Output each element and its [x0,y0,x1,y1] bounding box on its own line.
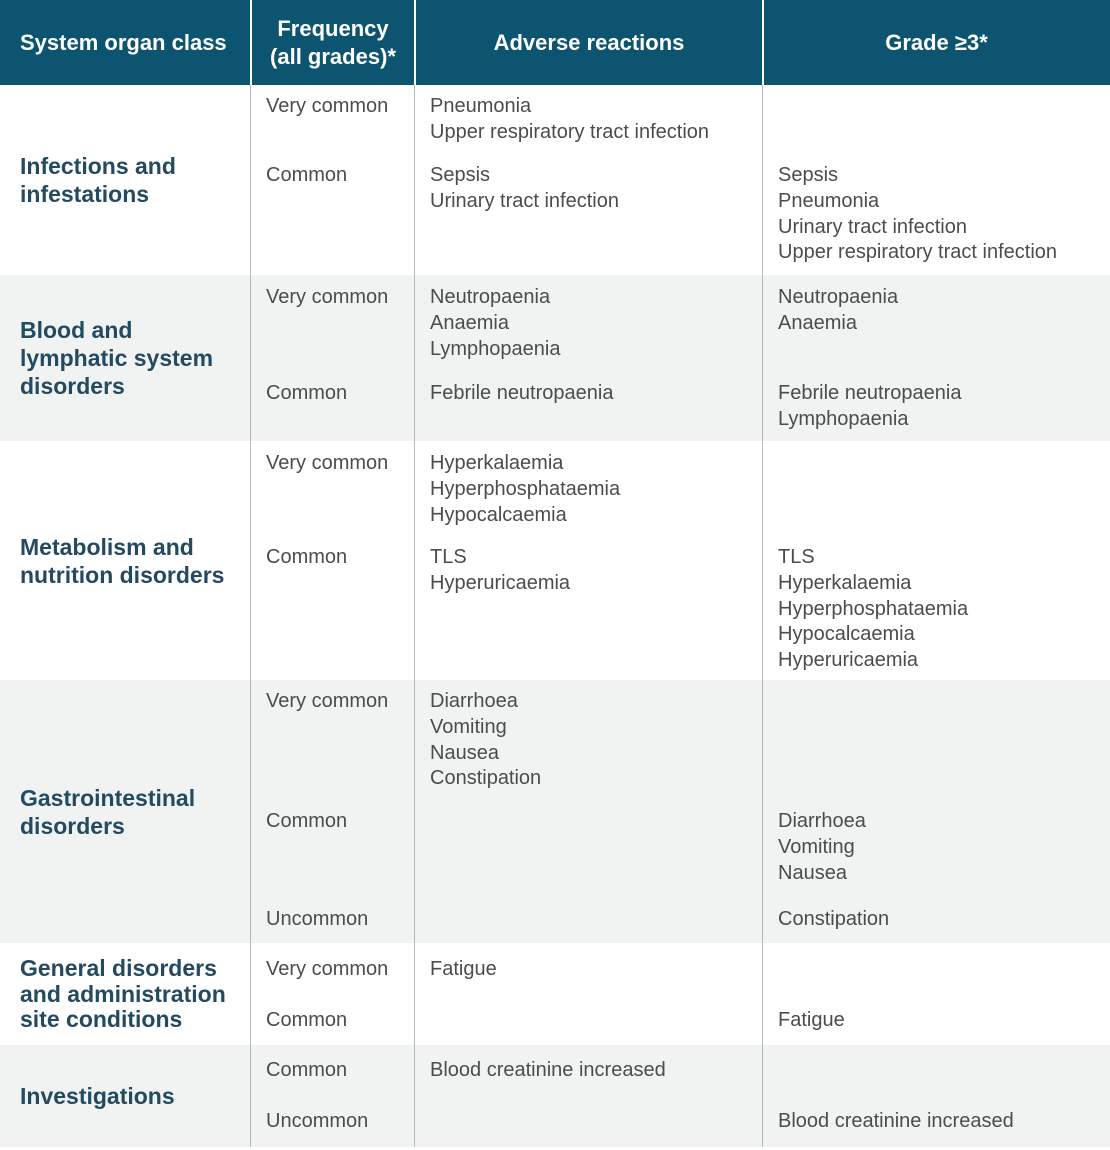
header-grade-3: Grade ≥3* [885,29,988,55]
frequency-cell: Common [266,1009,348,1031]
frequency-cell: Common [266,1059,348,1081]
header-divider [414,0,416,85]
adverse-reaction-cell: Diarrhoea Vomiting Nausea Constipation [430,690,542,790]
header-frequency: Frequency (all grades)* [270,15,396,69]
header-divider [250,0,252,85]
frequency-cell: Common [266,164,348,186]
adverse-reaction-cell: Hyperkalaemia Hyperphosphataemia Hypocalcaemia [430,452,621,526]
frequency-cell: Very common [266,452,389,474]
soc-infections: Infections and infestations [20,153,176,207]
frequency-cell: Very common [266,286,389,308]
adverse-reaction-cell: Fatigue [430,958,497,980]
adverse-reaction-cell: Febrile neutropaenia [430,382,614,404]
frequency-cell: Uncommon [266,908,369,930]
header-divider [762,0,764,85]
adverse-reaction-cell: TLS Hyperuricaemia [430,546,571,594]
column-divider [414,85,415,1147]
frequency-cell: Very common [266,95,389,117]
soc-investigations: Investigations [20,1083,175,1109]
grade3-cell: Diarrhoea Vomiting Nausea [778,810,866,884]
frequency-cell: Common [266,382,348,404]
column-divider [762,85,763,1147]
adverse-reaction-cell: Neutropaenia Anaemia Lymphopaenia [430,286,561,360]
soc-gastrointestinal: Gastrointestinal disorders [20,785,196,839]
adverse-reaction-cell: Pneumonia Upper respiratory tract infection [430,95,710,143]
header-adverse-reactions: Adverse reactions [493,29,685,55]
frequency-cell: Common [266,810,348,832]
grade3-cell: Sepsis Pneumonia Urinary tract infection Upper respiratory tract infection [778,164,1058,264]
grade3-cell: TLS Hyperkalaemia Hyperphosphataemia Hypocalcaemia Hyperuricaemia [778,546,969,672]
adverse-reaction-cell: Blood creatinine increased [430,1059,666,1081]
grade3-cell: Febrile neutropaenia Lymphopaenia [778,382,962,430]
adverse-reaction-cell: Sepsis Urinary tract infection [430,164,619,212]
grade3-cell: Fatigue [778,1009,845,1031]
frequency-cell: Very common [266,690,389,712]
soc-general-disorders: General disorders and administration site conditions [20,955,226,1032]
grade3-cell: Blood creatinine increased [778,1110,1014,1132]
frequency-cell: Common [266,546,348,568]
grade3-cell: Neutropaenia Anaemia [778,286,899,334]
column-divider [250,85,251,1147]
frequency-cell: Uncommon [266,1110,369,1132]
soc-blood-lymphatic: Blood and lymphatic system disorders [20,317,214,399]
header-system-organ-class: System organ class [20,29,227,55]
soc-metabolism-nutrition: Metabolism and nutrition disorders [20,534,225,588]
grade3-cell: Constipation [778,908,890,930]
frequency-cell: Very common [266,958,389,980]
table-header [0,0,1110,85]
